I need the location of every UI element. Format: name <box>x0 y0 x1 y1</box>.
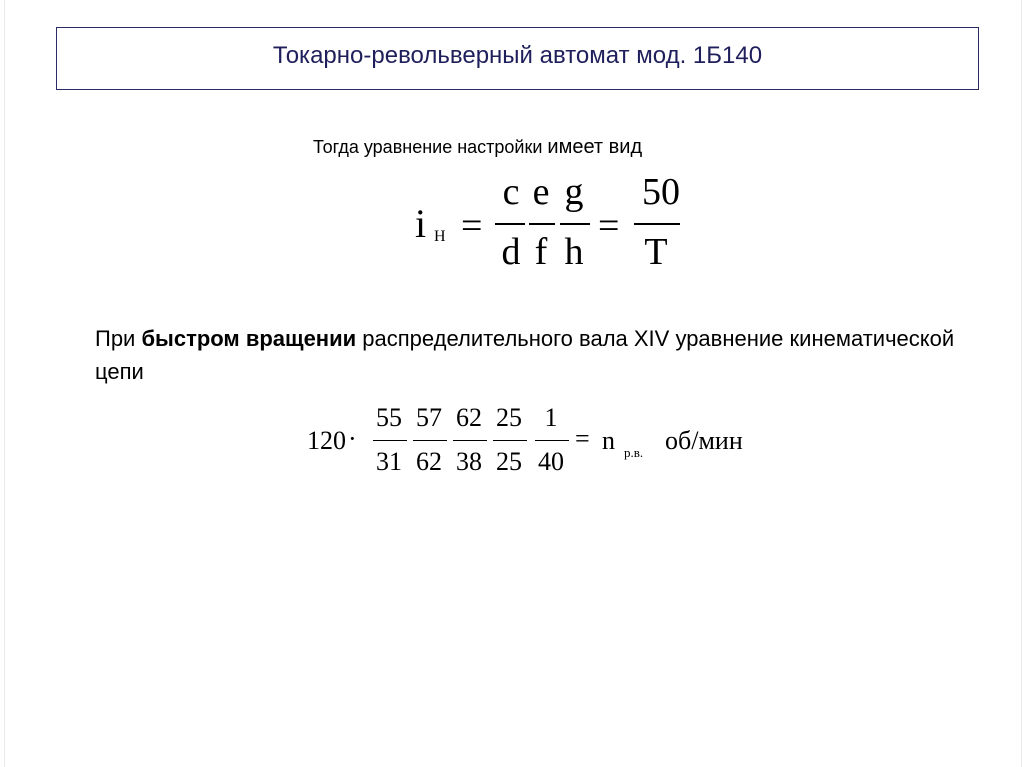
eq2-frac-3-num: 62 <box>456 403 482 432</box>
slide-title: Токарно-револьверный автомат мод. 1Б140 <box>272 41 763 69</box>
eq1-frac-2-bar <box>529 223 555 225</box>
paragraph-fast-rotation <box>95 322 955 388</box>
eq1-equals-1: = <box>461 205 483 247</box>
eq1-frac-3-bar <box>560 223 590 225</box>
eq2-frac-5-num: 1 <box>544 403 558 432</box>
eq1-lhs-sub: Н <box>434 228 446 245</box>
eq1-frac-2-den: f <box>534 231 548 273</box>
eq2-multiply-dot: · <box>348 424 357 453</box>
intro-part1: Тогда уравнение настройки <box>313 137 548 157</box>
eq2-coefficient: 120 <box>307 426 346 455</box>
eq2-frac-1-den: 31 <box>376 447 402 476</box>
eq2-frac-2-num: 57 <box>416 403 442 432</box>
eq1-equals-2: = <box>598 205 620 247</box>
eq2-frac-4-den: 25 <box>496 447 522 476</box>
p2-after: распределительного вала XIV уравнение кинематической цепи <box>95 326 955 384</box>
eq1-rhs-bar <box>634 223 680 225</box>
eq1-frac-3-num: g <box>564 171 584 213</box>
eq1-frac-1-den: d <box>501 231 521 273</box>
intro-part2: имеет вид <box>547 136 643 158</box>
eq1-rhs-den: T <box>644 231 668 273</box>
eq2-frac-4-bar <box>493 440 527 441</box>
title-box <box>56 27 979 90</box>
p2-bold: быстром вращении <box>141 326 357 351</box>
eq2-frac-4-num: 25 <box>496 403 522 432</box>
eq2-frac-1-bar <box>373 440 407 441</box>
eq1-frac-3-den: h <box>564 231 584 273</box>
eq2-unit: об/мин <box>665 426 743 455</box>
eq1-rhs-num: 50 <box>642 171 680 213</box>
slide <box>4 0 1022 767</box>
eq2-frac-1-num: 55 <box>376 403 402 432</box>
eq1-frac-2-num: e <box>532 171 550 213</box>
eq2-rhs-var: n <box>602 426 615 455</box>
eq2-frac-5-bar <box>535 440 569 441</box>
intro-text <box>313 136 642 159</box>
eq2-frac-3-den: 38 <box>456 447 482 476</box>
eq2-frac-2-bar <box>413 440 447 441</box>
eq2-frac-2-den: 62 <box>416 447 442 476</box>
eq1-frac-1-bar <box>495 223 525 225</box>
p2-before: При <box>95 326 142 351</box>
eq2-frac-5-den: 40 <box>538 447 564 476</box>
eq2-rhs-sub: р.в. <box>624 445 644 460</box>
eq2-frac-3-bar <box>453 440 487 441</box>
eq1-frac-1-num: c <box>502 171 520 213</box>
eq1-lhs-var: i <box>415 201 427 246</box>
eq2-equals: = <box>575 424 590 453</box>
